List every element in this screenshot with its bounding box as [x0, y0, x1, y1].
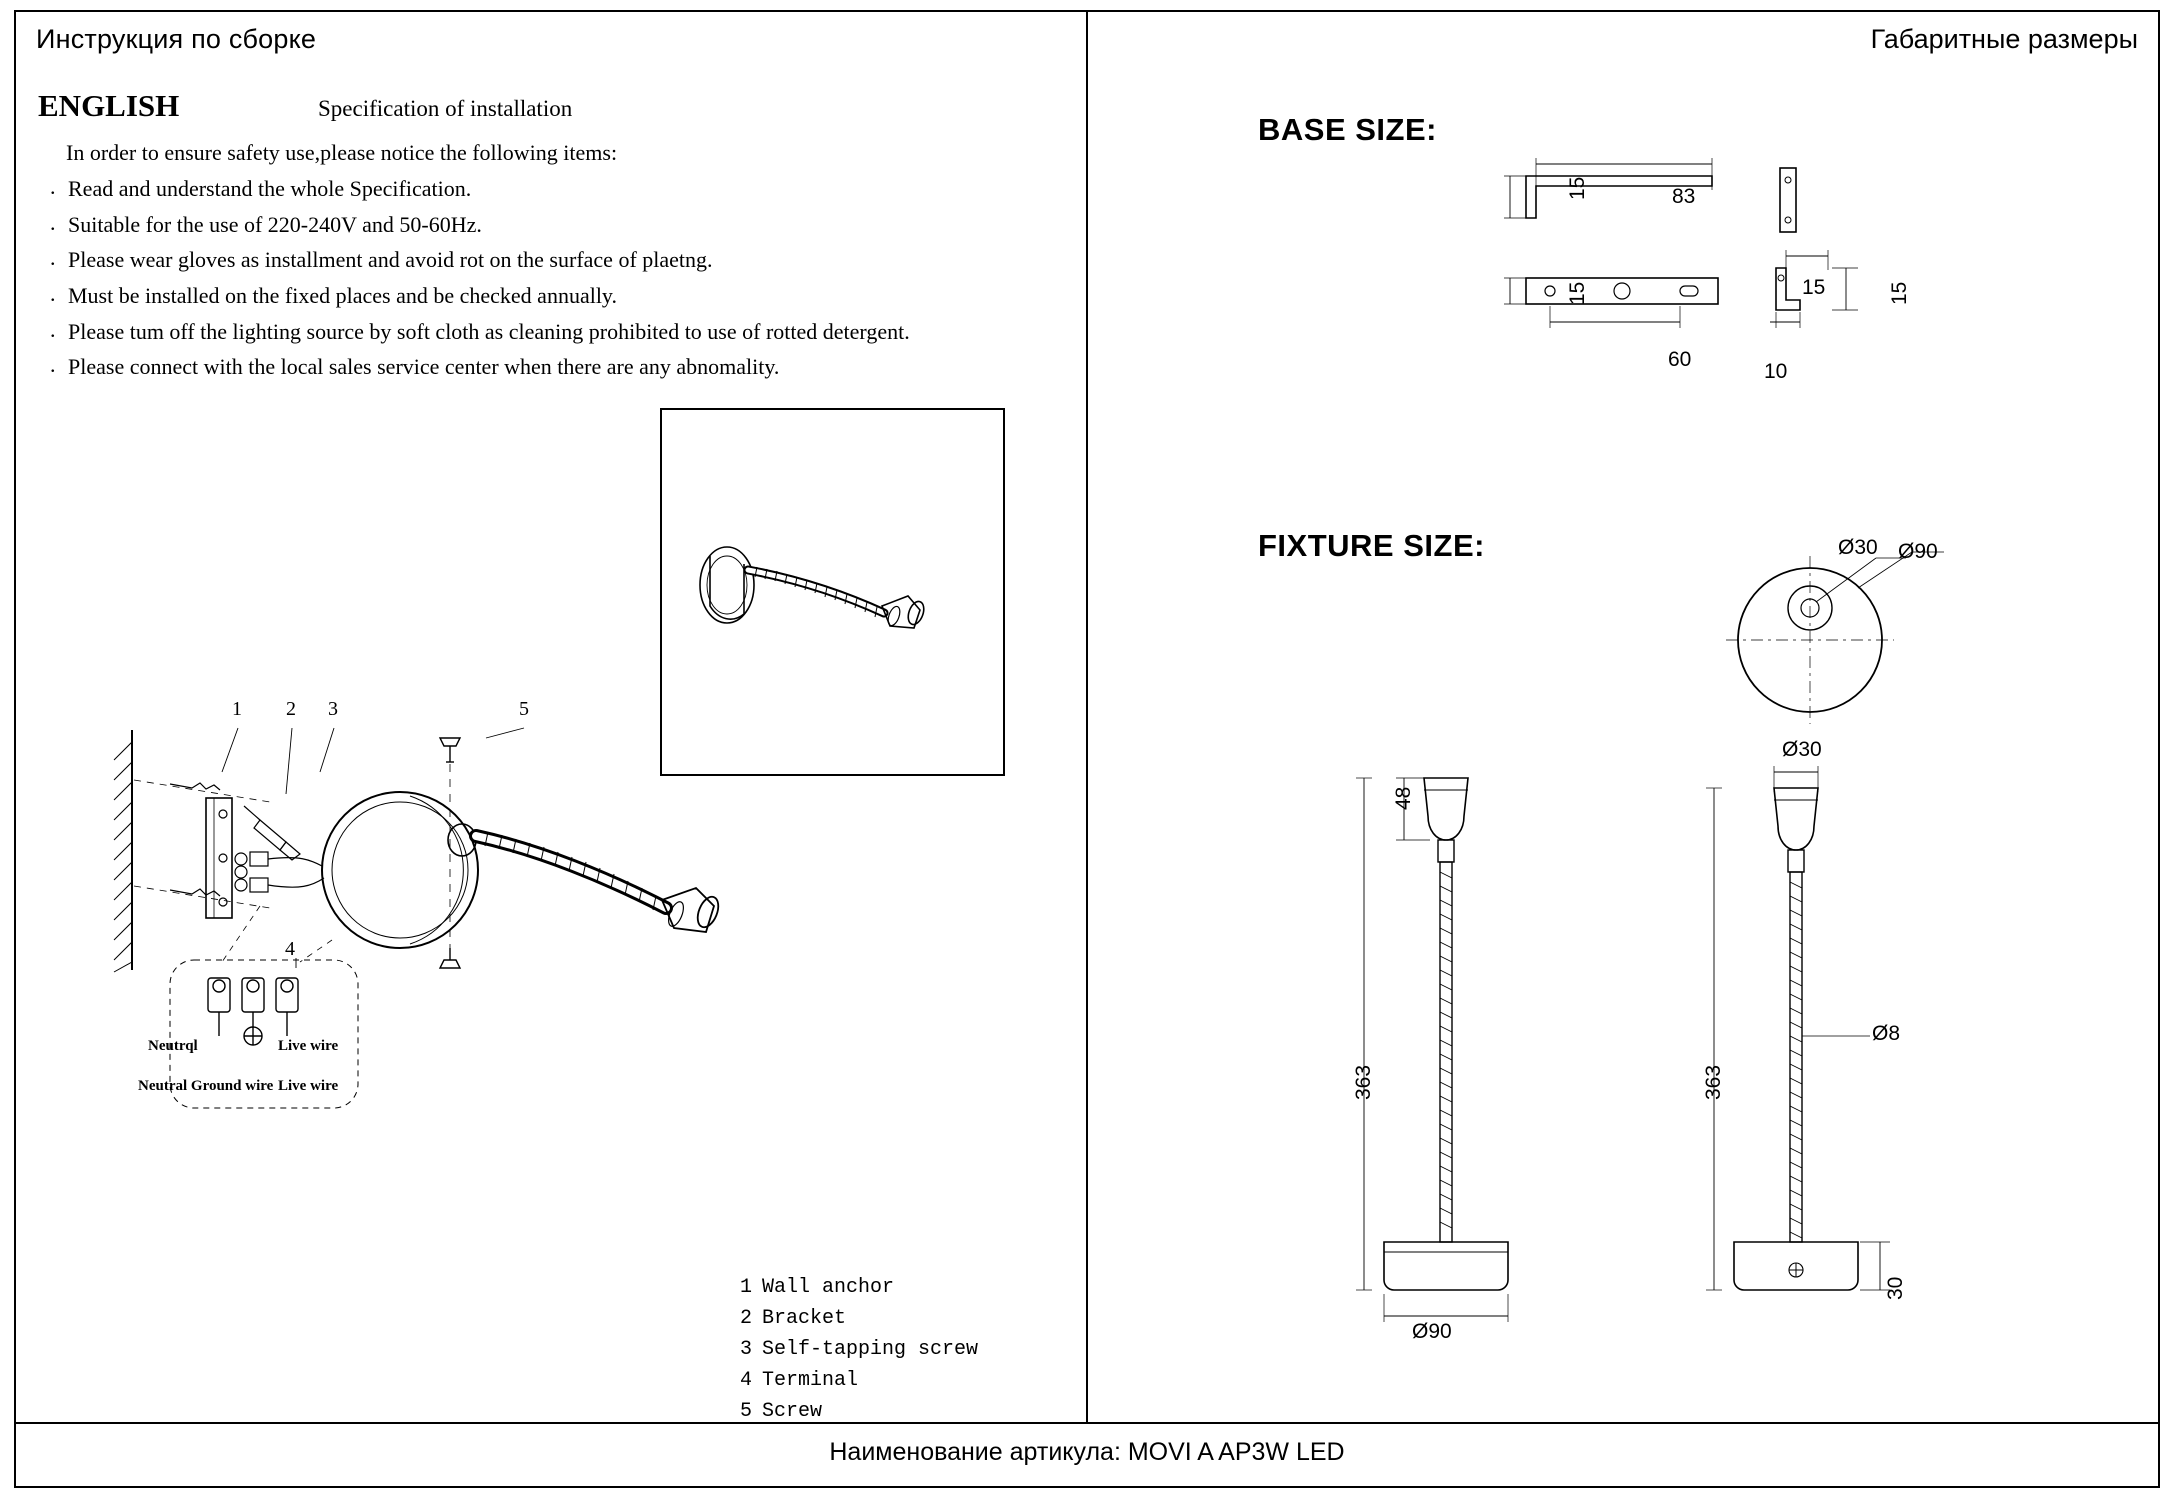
legend-label: Self-tapping screw [762, 1338, 979, 1361]
specification-block [38, 88, 1058, 388]
list-item: . Read and understand the whole Specification. [44, 174, 1058, 204]
legend-number: 3 [740, 1338, 753, 1361]
fixture-size-title: FIXTURE SIZE: [1258, 528, 1485, 563]
dim-fixture-total-height-left: 363 [1352, 1064, 1375, 1100]
dim-fixture-head-height: 48 [1392, 786, 1415, 810]
legend-item [740, 1396, 978, 1427]
terminal-label-live-bottom: Live wire [278, 1078, 339, 1094]
parts-legend [740, 1272, 978, 1427]
assembly-diagram [110, 698, 1010, 1310]
specification-subtitle: Specification of installation [318, 96, 573, 121]
horizontal-divider [16, 1422, 2158, 1424]
dim-fixture-total-height-right: 363 [1702, 1064, 1725, 1100]
callout-2: 2 [286, 698, 296, 720]
legend-item [740, 1365, 978, 1396]
list-item: . Please tum off the lighting source by soft cloth as cleaning prohibited to use of rotted detergent. [44, 317, 1058, 347]
page-title-left: Инструкция по сборке [36, 24, 317, 54]
legend-number: 4 [740, 1369, 753, 1392]
dim-fixture-base-diameter: Ø90 [1412, 1320, 1452, 1343]
legend-item [740, 1272, 978, 1303]
base-size-title: BASE SIZE: [1258, 112, 1437, 147]
dim-base-front-thickness: 15 [1566, 281, 1589, 305]
terminal-label-neutral: Neutrql [148, 1038, 198, 1054]
legend-number: 2 [740, 1307, 753, 1330]
page-title-right: Габаритные размеры [1870, 24, 2138, 54]
fixture-left-elevation [1350, 760, 1630, 1400]
legend-label: Wall anchor [762, 1276, 895, 1299]
list-item: . Please connect with the local sales service center when there are any abnomality. [44, 352, 1058, 382]
legend-label: Screw [762, 1400, 823, 1423]
specification-list [44, 174, 1058, 382]
callout-4: 4 [285, 938, 295, 960]
assembly-drawing [110, 710, 1010, 1310]
dim-fixture-base-circle-diameter: Ø90 [1898, 540, 1938, 563]
fixture-right-elevation-drawing [1700, 760, 2000, 1400]
list-item: . Must be installed on the fixed places and be checked annually. [44, 281, 1058, 311]
dim-base-end-width: 15 [1802, 276, 1826, 299]
fixture-right-elevation [1700, 760, 2000, 1400]
list-item: . Suitable for the use of 220-240V and 50-60Hz. [44, 210, 1058, 240]
dim-base-end-height: 15 [1888, 281, 1911, 305]
legend-item [740, 1334, 978, 1365]
specification-intro: In order to ensure safety use,please notice the following items: [66, 140, 618, 165]
fixture-left-elevation-drawing [1350, 760, 1630, 1400]
dim-base-side-height: 15 [1566, 176, 1589, 200]
vertical-divider [1086, 12, 1088, 1422]
dim-fixture-head-diameter: Ø30 [1838, 536, 1878, 559]
legend-label: Terminal [762, 1369, 859, 1392]
callout-1: 1 [232, 698, 242, 720]
dim-fixture-head-top-diameter: Ø30 [1782, 738, 1822, 761]
callout-3: 3 [328, 698, 338, 720]
specification-title-row [38, 88, 1058, 124]
dim-base-end-depth: 10 [1764, 360, 1788, 383]
specification-language: ENGLISH [38, 88, 180, 123]
dim-base-side-length: 83 [1672, 185, 1696, 208]
legend-label: Bracket [762, 1307, 847, 1330]
dim-fixture-base-thickness: 30 [1884, 1276, 1907, 1300]
terminal-label-ground: Neutral Ground wire [138, 1078, 274, 1094]
legend-item [740, 1303, 978, 1334]
callout-5: 5 [519, 698, 529, 720]
dim-base-front-length: 60 [1668, 348, 1692, 371]
legend-number: 5 [740, 1400, 753, 1423]
list-item: . Please wear gloves as installment and avoid rot on the surface of plaetng. [44, 245, 1058, 275]
terminal-label-live-top: Live wire [278, 1038, 339, 1054]
article-name: Наименование артикула: MOVI A AP3W LED [829, 1438, 1345, 1466]
dim-fixture-arm-diameter: Ø8 [1872, 1022, 1901, 1045]
legend-number: 1 [740, 1276, 753, 1299]
